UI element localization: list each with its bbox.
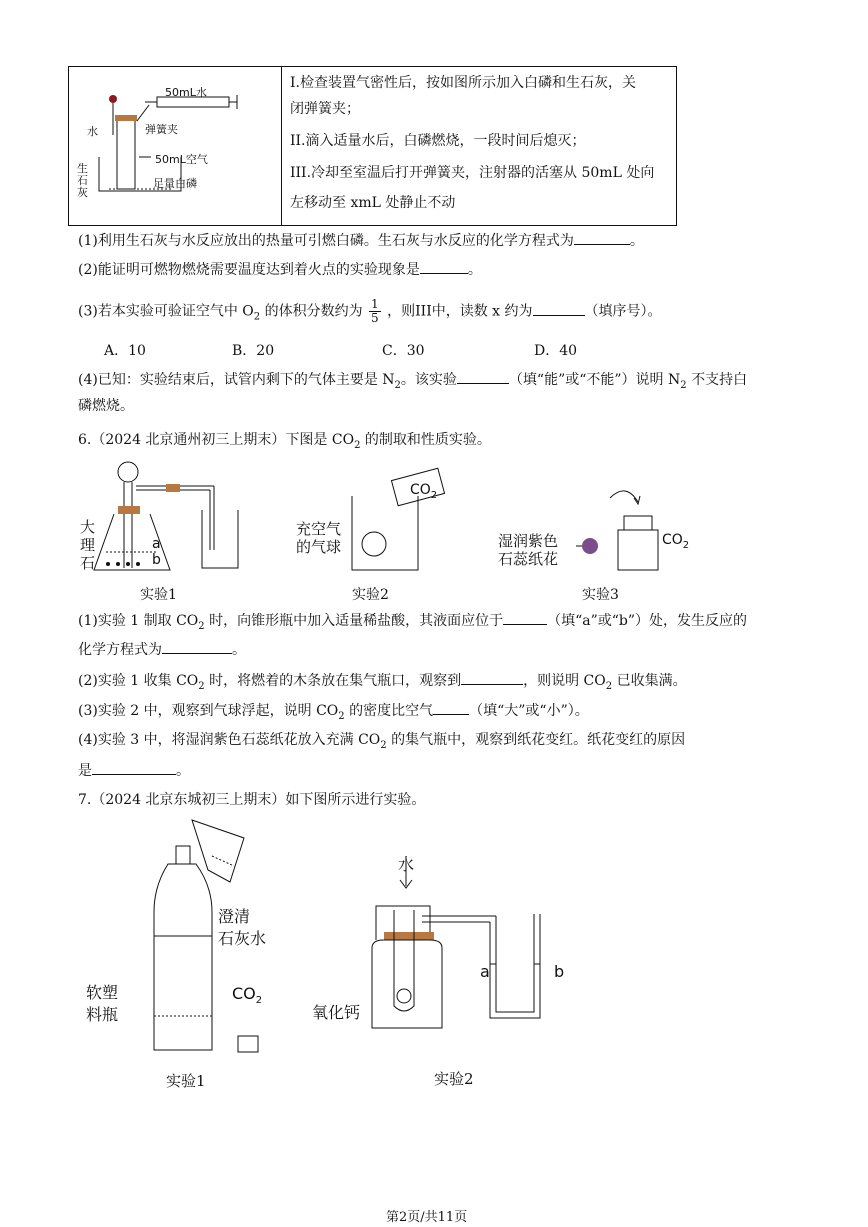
balloon-label: 充空气 的气球: [296, 520, 342, 556]
page-footer: 第2页/共11页: [386, 1210, 468, 1225]
limewater-label: 澄清 石灰水: [218, 907, 267, 948]
q7-water-label: 水: [398, 855, 415, 874]
q6-part3: (3)实验 2 中，观察到气球浮起，说明 $CO_2$ 的密度比空气 （填“大”或“小”）。: [78, 700, 589, 727]
q7-caption-exp2: 实验2: [434, 1070, 474, 1088]
q7-co2-label: $CO_2$: [232, 984, 263, 1007]
q6-title: 6.（2024 北京通州初三上期末）下图是 $CO_2$ 的制取和性质实验。: [78, 432, 491, 451]
option-d: D．40: [534, 343, 578, 359]
cao-label: 氧化钙: [312, 1003, 361, 1022]
q6-part1: (1)实验 1 制取 $CO_2$ 时，向锥形瓶中加入适量稀盐酸，其液面应位于 （填“a”或“b”）处，发生反应的: [78, 610, 747, 637]
soft-bottle-label: 软塑 料瓶: [86, 983, 119, 1024]
utube-a-label: a: [480, 962, 490, 981]
q6-part2: (2)实验 1 收集 $CO_2$ 时，将燃着的木条放在集气瓶口，观察到 ，则说明 $CO_2$ 已收集满。: [78, 670, 687, 697]
co2-bottle-label: $CO_2$: [410, 482, 438, 501]
steps-cell: [282, 67, 677, 226]
level-b-label: b: [152, 552, 161, 568]
option-c: C．30: [382, 343, 425, 359]
clamp-label: 弹簧夹: [145, 123, 178, 136]
q5-part2: (2)能证明可燃物燃烧需要温度达到着火点的实验现象是 。: [78, 259, 482, 280]
water-label: 水: [87, 125, 98, 138]
air-label: 50mL空气: [155, 153, 208, 166]
fraction-one-fifth: $\frac{1}{5}$: [371, 297, 379, 325]
phosphorus-label: 足量白磷: [153, 177, 197, 190]
experiment-table: [68, 66, 677, 226]
q5-part4: (4)已知：实验结束后，试管内剩下的气体主要是 $N_2$。该实验 （填“能”或“不能”）说明 $N_2$ 不支持白: [78, 369, 747, 396]
syringe-label: 50mL水: [165, 86, 207, 99]
step-1b: 闭弹簧夹；: [290, 101, 360, 117]
q5-part4-cont: 磷燃烧。: [78, 398, 134, 414]
co2-right-label: $CO_2$: [662, 532, 690, 551]
litmus-flower-label: 湿润紫色 石蕊纸花: [498, 532, 559, 568]
option-a: A．10: [104, 343, 146, 359]
quicklime-label: 生 石 灰: [77, 162, 88, 199]
level-a-label: a: [152, 536, 161, 552]
q5-part1: (1)利用生石灰与水反应放出的热量可引燃白磷。生石灰与水反应的化学方程式为 。: [78, 230, 644, 251]
q6-caption-exp2: 实验2: [352, 587, 389, 603]
q7-title: 7.（2024 北京东城初三上期末）如下图所示进行实验。: [78, 792, 426, 808]
q6-part4-cont: 是 。: [78, 760, 190, 781]
option-b: B．20: [232, 343, 275, 359]
step-1a: I.检查装置气密性后，按如图所示加入白磷和生石灰，关: [290, 75, 636, 91]
q6-caption-exp1: 实验1: [140, 587, 177, 603]
q6-part4: (4)实验 3 中，将湿润紫色石蕊纸花放入充满 $CO_2$ 的集气瓶中，观察到纸花变红。纸花变红的原因: [78, 732, 686, 751]
step-3b: 左移动至 xmL 处静止不动: [290, 195, 456, 211]
marble-label: 大 理 石: [80, 518, 96, 572]
q7-caption-exp1: 实验1: [166, 1072, 206, 1090]
apparatus-figure-cell: [69, 67, 282, 226]
q6-experiments-diagram: [78, 460, 778, 580]
q7-experiments-diagram: [140, 816, 560, 1066]
q6-caption-exp3: 实验3: [582, 587, 619, 603]
q5-part3: (3)若本实验可验证空气中 $O_2$ 的体积分数约为 $\frac{1}{5}$ ，则III中，读数 x 约为 （填序号）。: [78, 297, 662, 325]
utube-b-label: b: [554, 962, 565, 981]
step-2: II.滴入适量水后，白磷燃烧，一段时间后熄灭；: [290, 133, 586, 149]
step-3a: III.冷却至室温后打开弹簧夹，注射器的活塞从 50mL 处向: [290, 165, 655, 181]
q6-part1-cont: 化学方程式为 。: [78, 639, 246, 660]
